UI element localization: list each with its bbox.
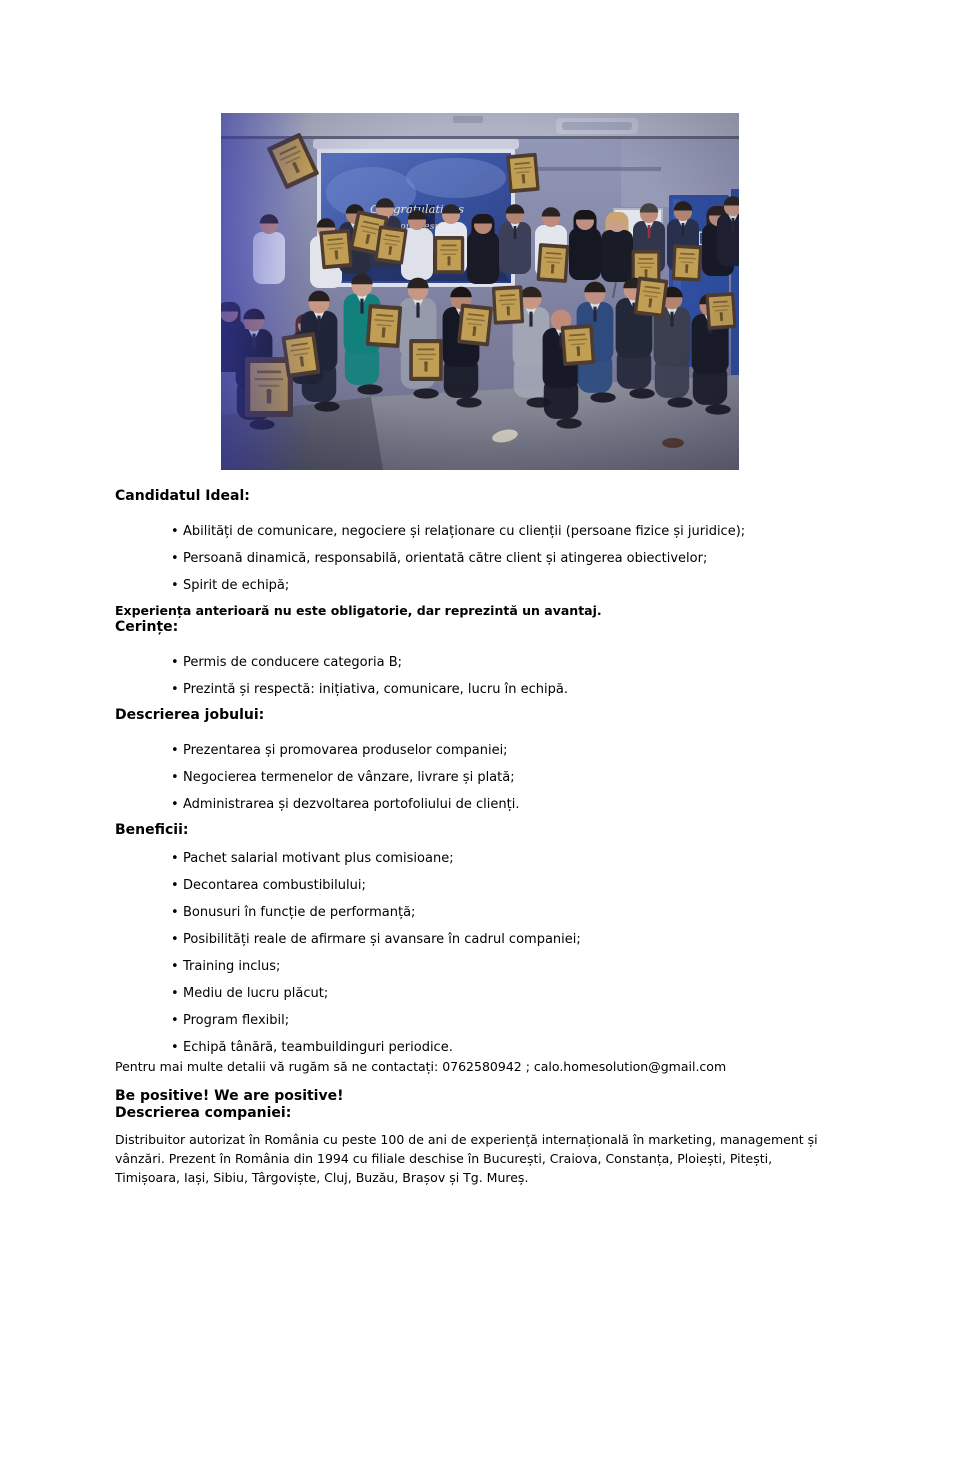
- bullet-text: Decontarea combustibilului;: [183, 878, 366, 893]
- bullet-text: Echipă tânără, teambuildinguri periodice.: [183, 1040, 453, 1055]
- candidate-section: [115, 488, 875, 619]
- requirements-section: [115, 619, 875, 699]
- benefits-section: [115, 822, 875, 1057]
- company-description-line: vânzări. Prezent în România din 1994 cu filiale deschise în București, Craiova, Constanța, Ploiești, Pitești,: [115, 1150, 773, 1166]
- bullet-item: [183, 876, 875, 895]
- section-heading-job: Descrierea jobului:: [115, 707, 265, 723]
- bullet-item: [183, 984, 875, 1003]
- bullet-item: [183, 957, 875, 976]
- bullet-text: Negocierea termenelor de vânzare, livrare și plată;: [183, 770, 515, 785]
- company-description-line: Timișoara, Iași, Sibiu, Târgoviște, Cluj, Buzău, Brașov și Tg. Mureș.: [115, 1169, 529, 1185]
- bullet-text: Prezentarea și promovarea produselor companiei;: [183, 743, 508, 758]
- bullet-text: Persoană dinamică, responsabilă, orientată către client și atingerea obiectivelor;: [183, 551, 708, 566]
- bullet-text: Spirit de echipă;: [183, 578, 290, 593]
- bullet-text: Mediu de lucru plăcut;: [183, 986, 329, 1001]
- bullet-item: [183, 768, 875, 787]
- bullet-item: [183, 549, 875, 568]
- bullet-text: Posibilități reale de afirmare și avansare în cadrul companiei;: [183, 932, 581, 947]
- awards-photo-scene: [221, 113, 739, 470]
- bullet-item: [183, 576, 875, 595]
- contact-details: Pentru mai multe detalii vă rugăm să ne contactați: 0762580942 ; calo.homesolution@gmail.com: [115, 1059, 727, 1074]
- job-bullet-list: [115, 741, 875, 814]
- bullet-item: [183, 1011, 875, 1030]
- bullet-text: Program flexibil;: [183, 1013, 290, 1028]
- bullet-text: Abilități de comunicare, negociere și relaționare cu clienții (persoane fizice și juridice);: [183, 524, 746, 539]
- bullet-text: Permis de conducere categoria B;: [183, 655, 402, 670]
- bullet-item: [183, 741, 875, 760]
- requirements-bullet-list: [115, 653, 875, 699]
- job-posting-body: [115, 488, 875, 1187]
- section-heading-candidate: Candidatul Ideal:: [115, 488, 250, 504]
- bullet-text: Pachet salarial motivant plus comisioane;: [183, 851, 454, 866]
- job-description-section: [115, 707, 875, 814]
- company-motto: Be positive! We are positive!: [115, 1087, 344, 1104]
- section-heading-requirements: Cerințe:: [115, 619, 179, 635]
- bullet-text: Training inclus;: [183, 959, 281, 974]
- bullet-text: Administrarea și dezvoltarea portofoliului de clienți.: [183, 797, 520, 812]
- company-description-line: Distribuitor autorizat în România cu peste 100 de ani de experiență internațională în marketing, management și: [115, 1131, 818, 1147]
- bullet-item: [183, 680, 875, 699]
- bullet-item: [183, 522, 875, 541]
- photo-vignette: [221, 113, 739, 470]
- bullet-text: Bonusuri în funcție de performanță;: [183, 905, 416, 920]
- awards-group-photo: [221, 113, 739, 470]
- company-description: [115, 1130, 875, 1187]
- company-section: [115, 1105, 875, 1187]
- bullet-item: [183, 930, 875, 949]
- bullet-item: [183, 653, 875, 672]
- bullet-item: [183, 849, 875, 868]
- benefits-bullet-list: [115, 849, 875, 1057]
- bullet-item: [183, 795, 875, 814]
- bullet-item: [183, 1038, 875, 1057]
- section-heading-company: Descrierea companiei:: [115, 1104, 292, 1121]
- candidate-bullet-list: [115, 522, 875, 595]
- bullet-text: Prezintă și respectă: inițiativa, comunicare, lucru în echipă.: [183, 682, 568, 697]
- experience-note: Experiența anterioară nu este obligatorie, dar reprezintă un avantaj.: [115, 603, 602, 618]
- bullet-item: [183, 903, 875, 922]
- section-heading-benefits: Beneficii:: [115, 822, 189, 838]
